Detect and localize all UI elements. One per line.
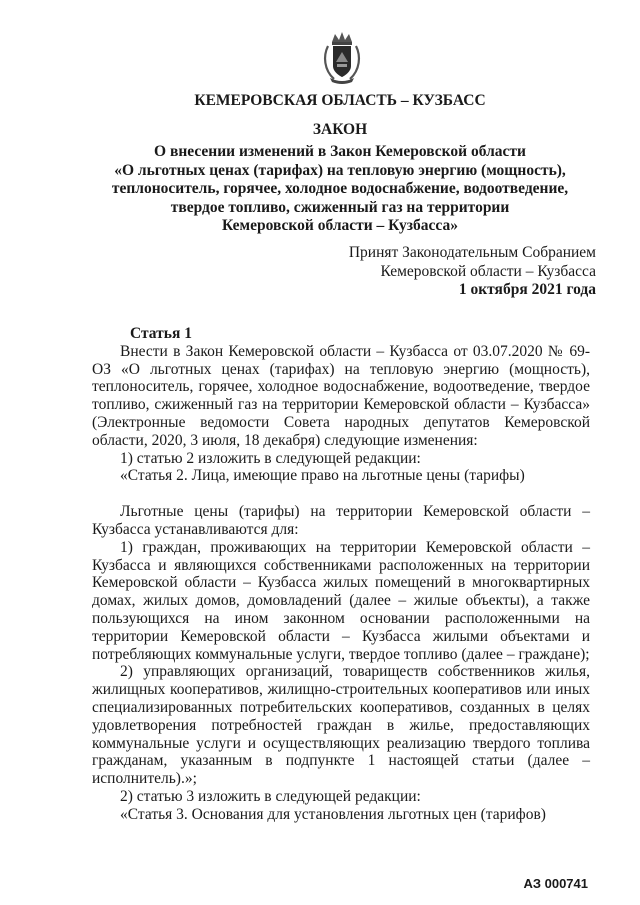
law-title-block (100, 92, 580, 236)
subitem: 2) управляющих организаций, товариществ собственников жилья, жилищных кооперативов, жилищно-строительных кооперативов или иных специализированных потребительских кооперативов, созданных в целях удовлетворения потребностей граждан в жилье, предоставляющих коммунальные услуги и осуществляющих реализацию твердого топлива гражданам, указанным в подпункте 1 настоящей статьи (далее – исполнитель).»; (92, 663, 590, 788)
law-title-line: твердое топливо, сжиженный газ на территории (170, 198, 510, 216)
article-intro: Внести в Закон Кемеровской области – Кузбасса от 03.07.2020 № 69-ОЗ «О льготных ценах (тарифах) на тепловую энергию (мощность), теплоноситель, горячее, холодное водоснабжение, водоотведение, твердое топливо, сжиженный газ на территории Кемеровской области – Кузбасса» (Электронные ведомости Совета народных депутатов Кемеровской области, 2020, 3 июля, 18 декабря) следующие изменения: (92, 342, 590, 449)
amendment-item: 1) статью 2 изложить в следующей редакции: (120, 449, 421, 467)
adoption-block (349, 244, 596, 300)
law-title-line: «О льготных ценах (тарифах) на тепловую энергию (мощность), (114, 161, 566, 179)
article-1 (92, 325, 590, 824)
adoption-line: Принят Законодательным Собранием (348, 244, 596, 261)
document-type: ЗАКОН (312, 120, 368, 138)
law-title-line: теплоноситель, горячее, холодное водоснабжение, водоотведение, (111, 180, 569, 197)
adoption-date: 1 октября 2021 года (458, 281, 596, 298)
law-title-line: О внесении изменений в Закон Кемеровской области (154, 143, 526, 160)
quoted-heading: «Статья 3. Основания для установления льготных цен (тарифов) (120, 805, 546, 823)
region-name: КЕМЕРОВСКАЯ ОБЛАСТЬ – КУЗБАСС (194, 92, 486, 109)
adoption-line: Кемеровской области – Кузбасса (380, 262, 596, 280)
quoted-heading: «Статья 2. Лица, имеющие право на льготные цены (тарифы) (120, 467, 525, 485)
subitem: 1) граждан, проживающих на территории Кемеровской области – Кузбасса и являющихся собственниками расположенных на территории Кемеровской области – Кузбасса жилых помещений в многоквартирных домах, жилых домов, домовладений (далее – жилые объекты), а также пользующихся на ином законном основании расположенными на территории Кемеровской области – Кузбасса жилыми объектами и потребляющих коммунальные услуги, твердое топливо (далее – граждане); (92, 538, 590, 663)
law-title-line: Кемеровской области – Кузбасса» (222, 217, 458, 234)
form-serial-number: АЗ 000741 (523, 876, 588, 891)
amendment-item: 2) статью 3 изложить в следующей редакции: (120, 787, 421, 805)
paragraph: Льготные цены (тарифы) на территории Кемеровской области – Кузбасса устанавливаются для: (92, 503, 590, 538)
kuzbass-coat-of-arms-icon (322, 32, 362, 84)
article-heading: Статья 1 (130, 325, 192, 342)
